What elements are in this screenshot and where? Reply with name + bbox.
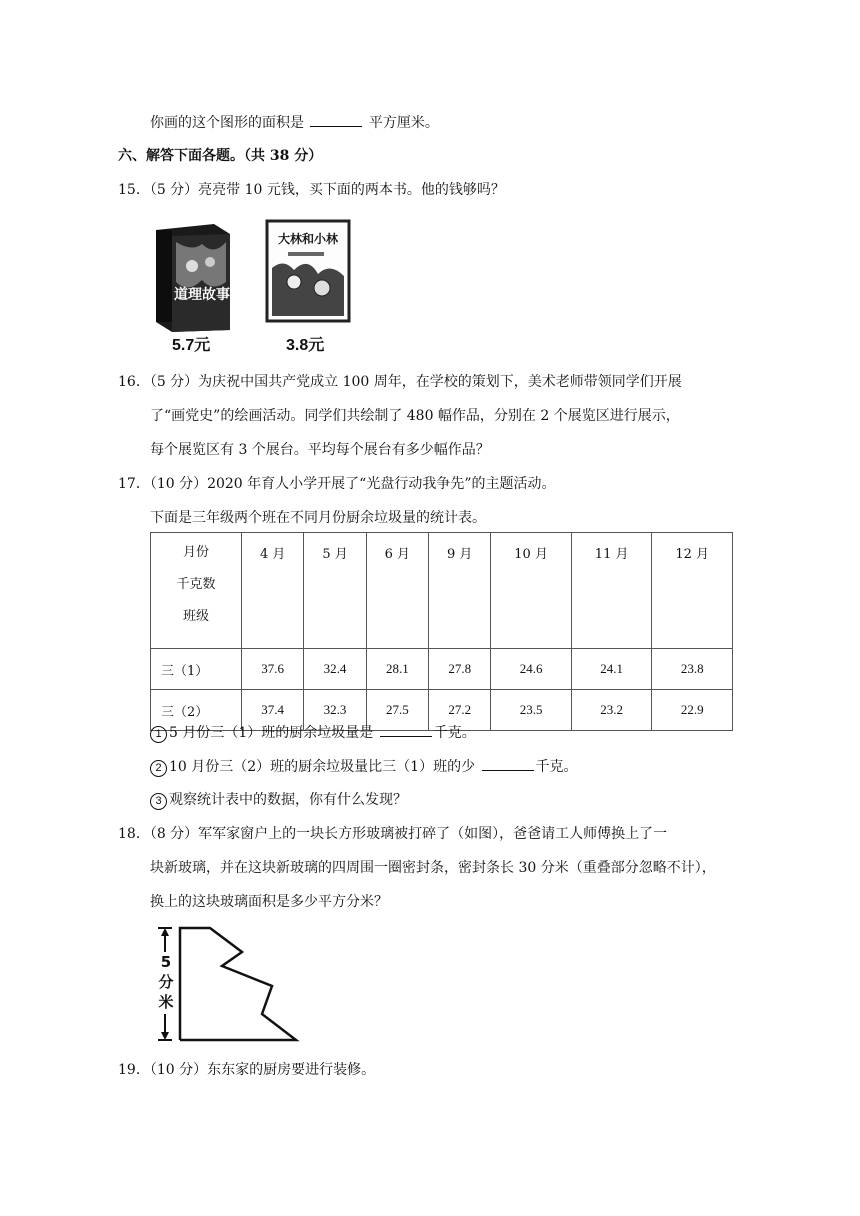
question-16-line-3: 每个展览区有 3 个展台。平均每个展台有多少幅作品？ [150, 442, 490, 458]
sub-2-answer-blank[interactable] [482, 756, 534, 771]
section-heading: 六、解答下面各题。（共 38 分） [118, 148, 323, 164]
table-cell: 27.8 [429, 649, 491, 690]
book-1-cover-title: 道理故事 [174, 287, 230, 303]
class-label: 三（2） [151, 690, 242, 731]
circled-number-3: 3 [150, 793, 167, 810]
table-cell: 23.5 [491, 690, 572, 731]
circled-number-2: 2 [150, 760, 167, 777]
table-cell: 27.5 [366, 690, 428, 731]
table-cell: 27.2 [429, 690, 491, 731]
month-header: 11 月 [571, 533, 652, 649]
question-17-sub-3 [150, 790, 407, 810]
sub-1-text: 5 月份三（1）班的厨余垃圾量是 [169, 725, 374, 741]
table-cell: 24.6 [491, 649, 572, 690]
question-17-sub-1 [150, 722, 476, 743]
dimension-label-unit-1: 分 [158, 973, 174, 991]
table-cell: 37.6 [242, 649, 304, 690]
corner-class-label: 班级 [182, 609, 209, 624]
table-header-row [151, 533, 733, 649]
table-corner-cell [151, 533, 242, 649]
question-16-line-1: 16．（5 分）为庆祝中国共产党成立 100 周年，在学校的策划下，美术老师带领同学们开展 [118, 374, 682, 390]
book-2-cover-title: 大林和小林 [277, 232, 338, 246]
book-1-price: 5.7元 [172, 337, 211, 354]
month-header: 6 月 [366, 533, 428, 649]
corner-kg-label: 千克数 [176, 577, 216, 592]
class-label: 三（1） [151, 649, 242, 690]
area-answer-line [150, 112, 439, 133]
question-18-line-1: 18．（8 分）军军家窗户上的一块长方形玻璃被打碎了（如图），爸爸请工人师傅换上了一 [118, 826, 668, 842]
broken-glass-figure [150, 922, 300, 1046]
question-18-line-2: 块新玻璃，并在这块新玻璃的四周围一圈密封条，密封条长 30 分米（重叠部分忽略不计）， [150, 860, 716, 876]
table-cell: 37.4 [242, 690, 304, 731]
month-header: 9 月 [429, 533, 491, 649]
question-18-line-3: 换上的这块玻璃面积是多少平方分米？ [150, 894, 388, 910]
sub-2-unit: 千克。 [535, 759, 578, 775]
question-17-sub-2 [150, 756, 578, 777]
sub-2-text: 10 月份三（2）班的厨余垃圾量比三（1）班的少 [169, 759, 476, 775]
corner-month-label: 月份 [182, 545, 209, 560]
question-17-line-1: 17．（10 分）2020 年育人小学开展了“光盘行动我争先”的主题活动。 [118, 476, 556, 492]
question-19: 19．（10 分）东东家的厨房要进行装修。 [118, 1062, 376, 1078]
book-2-price: 3.8元 [286, 337, 325, 354]
month-header: 4 月 [242, 533, 304, 649]
month-header: 12 月 [652, 533, 733, 649]
month-header: 5 月 [304, 533, 366, 649]
table-cell: 28.1 [366, 649, 428, 690]
area-answer-unit: 平方厘米。 [368, 115, 439, 131]
book-1-image [152, 222, 234, 336]
area-answer-text: 你画的这个图形的面积是 [150, 115, 304, 131]
dimension-label-number: 5 [160, 953, 172, 971]
sub-1-answer-blank[interactable] [380, 722, 432, 737]
table-cell: 23.8 [652, 649, 733, 690]
table-cell: 24.1 [571, 649, 652, 690]
area-answer-blank[interactable] [310, 112, 362, 127]
circled-number-1: 1 [150, 726, 167, 743]
sub-3-text: 观察统计表中的数据，你有什么发现？ [169, 792, 407, 808]
table-cell: 22.9 [652, 690, 733, 731]
table-cell: 23.2 [571, 690, 652, 731]
table-cell: 32.4 [304, 649, 366, 690]
garbage-stats-table [150, 532, 733, 731]
table-cell: 32.3 [304, 690, 366, 731]
question-15: 15．（5 分）亮亮带 10 元钱，买下面的两本书。他的钱够吗？ [118, 182, 505, 198]
dimension-label-unit-2: 米 [158, 993, 174, 1011]
question-16-line-2: 了“画党史”的绘画活动。同学们共绘制了 480 幅作品，分别在 2 个展览区进行展示， [150, 408, 680, 424]
table-row [151, 649, 733, 690]
dimension-label [158, 952, 174, 1012]
month-header: 10 月 [491, 533, 572, 649]
sub-1-unit: 千克。 [433, 725, 476, 741]
book-2-image [264, 218, 352, 328]
question-17-line-2: 下面是三年级两个班在不同月份厨余垃圾量的统计表。 [150, 510, 486, 526]
